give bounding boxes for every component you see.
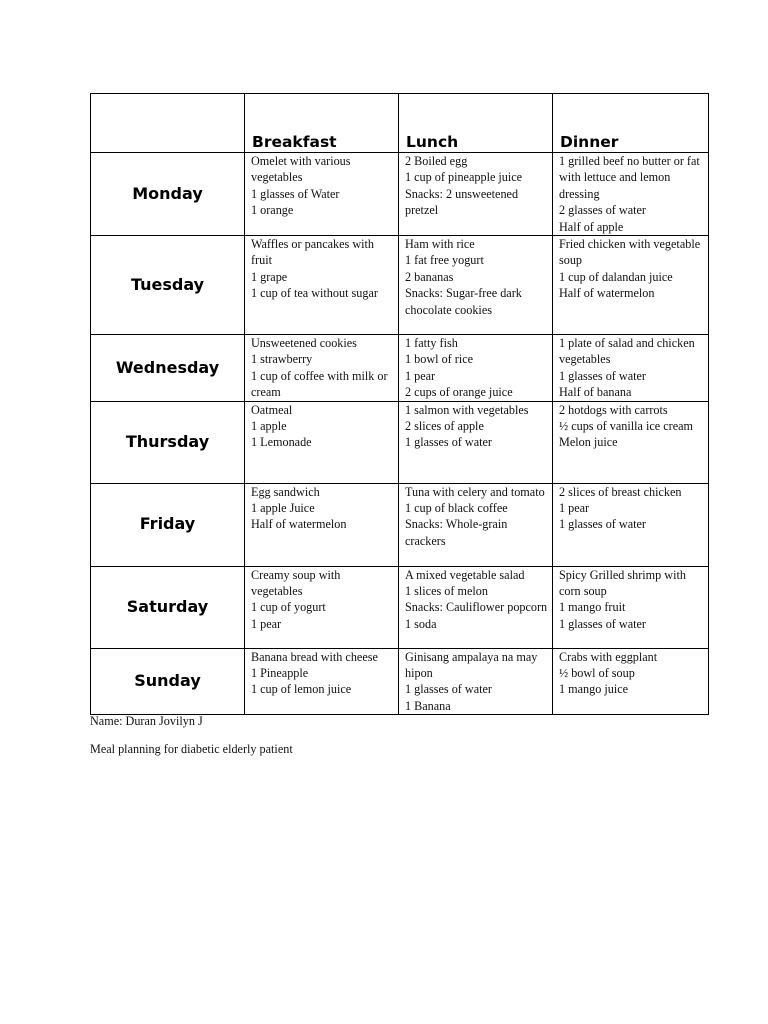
lunch-cell (399, 648, 553, 715)
breakfast-cell (245, 153, 399, 236)
cell-line: 1 grilled beef no butter or fat with lettuce and lemon dressing (559, 154, 700, 201)
table-row (91, 648, 709, 715)
cell-line: 1 Lemonade (251, 435, 312, 450)
cell-line: 2 slices of apple (405, 419, 484, 434)
meal-plan-table (90, 93, 709, 715)
cell-line: Melon juice (559, 435, 618, 450)
cell-line: Fried chicken with vegetable soup (559, 237, 701, 268)
cell-line: 1 plate of salad and chicken vegetables (559, 336, 695, 367)
cell-line: Creamy soup with vegetables (251, 567, 341, 599)
cell-line: 1 glasses of water (405, 435, 492, 450)
breakfast-cell (245, 483, 399, 566)
cell-line: 1 cup of pineapple juice (405, 170, 523, 185)
cell-line: Ginisang ampalaya na may hipon (405, 649, 538, 681)
cell-line: Egg sandwich (251, 484, 320, 499)
cell-line: Omelet with various vegetables (251, 154, 351, 185)
cell-line: Spicy Grilled shrimp with corn soup (559, 567, 686, 599)
table-row (91, 153, 709, 236)
cell-line: 1 cup of lemon juice (251, 682, 352, 697)
day-cell: Wednesday (91, 335, 245, 402)
cell-line: ½ bowl of soup (559, 666, 635, 681)
breakfast-cell (245, 236, 399, 335)
cell-line: Tuna with celery and tomato (405, 484, 545, 499)
cell-line: 1 apple (251, 419, 287, 434)
cell-line: ½ cups of vanilla ice cream (559, 419, 694, 434)
cell-line: 2 glasses of water (559, 203, 646, 218)
day-cell: Tuesday (91, 236, 245, 335)
header-corner-cell (91, 94, 245, 153)
cell-line: Half of watermelon (559, 286, 655, 301)
day-cell: Monday (91, 153, 245, 236)
cell-line: Snacks: Cauliflower popcorn (405, 600, 548, 615)
cell-line: 1 glasses of water (405, 682, 492, 697)
lunch-cell (399, 566, 553, 648)
cell-line: 1 pear (405, 368, 436, 383)
cell-line: 1 bowl of rice (405, 352, 474, 367)
cell-line: 1 orange (251, 203, 294, 218)
table-row (91, 401, 709, 483)
cell-line: A mixed vegetable salad (405, 567, 525, 582)
table-row (91, 483, 709, 566)
cell-line: Oatmeal (251, 402, 293, 417)
cell-line: 2 slices of breast chicken (559, 484, 682, 499)
cell-line: Snacks: Sugar-free dark chocolate cookies (405, 286, 522, 317)
dinner-cell (553, 566, 709, 648)
cell-line: 1 soda (405, 616, 437, 631)
cell-line: 1 slices of melon (405, 584, 488, 599)
cell-line: 1 glasses of water (559, 517, 646, 532)
cell-line: 1 cup of dalandan juice (559, 269, 673, 284)
cell-line: Half of apple (559, 219, 624, 234)
cell-line: Snacks: Whole-grain crackers (405, 517, 508, 548)
day-cell: Friday (91, 483, 245, 566)
breakfast-cell (245, 648, 399, 715)
cell-line: 1 salmon with vegetables (405, 402, 529, 417)
cell-line: 1 cup of coffee with milk or cream (251, 368, 388, 400)
student-name: Name: Duran Jovilyn J (90, 714, 203, 728)
cell-line: 1 pear (251, 616, 282, 631)
header-dinner: Dinner (553, 94, 709, 153)
table-row (91, 236, 709, 335)
cell-line: 1 mango juice (559, 682, 629, 697)
cell-line: 1 fat free yogurt (405, 253, 484, 268)
lunch-cell (399, 236, 553, 335)
cell-line: 1 glasses of water (559, 368, 646, 383)
day-cell: Sunday (91, 648, 245, 715)
cell-line: Snacks: 2 unsweetened pretzel (405, 186, 519, 218)
header-lunch: Lunch (399, 94, 553, 153)
cell-line: 1 cup of tea without sugar (251, 286, 378, 301)
cell-line: 1 Pineapple (251, 666, 309, 681)
cell-line: Half of watermelon (251, 517, 347, 532)
table-row (91, 335, 709, 402)
cell-line: 1 strawberry (251, 352, 313, 367)
dinner-cell (553, 335, 709, 402)
cell-line: Unsweetened cookies (251, 336, 357, 351)
cell-line: 1 mango fruit (559, 600, 626, 615)
cell-line: 2 Boiled egg (405, 154, 468, 168)
cell-line: 1 apple Juice (251, 501, 315, 516)
cell-line: Waffles or pancakes with fruit (251, 237, 374, 268)
dinner-cell (553, 236, 709, 335)
cell-line: Ham with rice (405, 237, 475, 252)
document-title: Meal planning for diabetic elderly patient (90, 742, 293, 756)
breakfast-cell (245, 401, 399, 483)
header-breakfast: Breakfast (245, 94, 399, 153)
day-cell: Thursday (91, 401, 245, 483)
breakfast-cell (245, 335, 399, 402)
table-row (91, 566, 709, 648)
cell-line: 1 Banana (405, 698, 451, 713)
dinner-cell (553, 153, 709, 236)
cell-line: 1 cup of yogurt (251, 600, 326, 615)
dinner-cell (553, 648, 709, 715)
header-row (91, 94, 709, 153)
lunch-cell (399, 401, 553, 483)
cell-line: Half of banana (559, 385, 632, 400)
cell-line: 2 cups of orange juice (405, 385, 513, 400)
cell-line: 1 pear (559, 501, 590, 516)
cell-line: 2 bananas (405, 269, 454, 284)
lunch-cell (399, 483, 553, 566)
cell-line: 1 glasses of water (559, 616, 646, 631)
day-cell: Saturday (91, 566, 245, 648)
cell-line: 1 cup of black coffee (405, 501, 508, 516)
dinner-cell (553, 401, 709, 483)
lunch-cell (399, 335, 553, 402)
lunch-cell (399, 153, 553, 236)
cell-line: 1 fatty fish (405, 336, 458, 351)
cell-line: Banana bread with cheese (251, 649, 378, 664)
breakfast-cell (245, 566, 399, 648)
cell-line: 1 glasses of Water (251, 186, 340, 201)
cell-line: 1 grape (251, 269, 288, 284)
dinner-cell (553, 483, 709, 566)
cell-line: Crabs with eggplant (559, 649, 658, 664)
cell-line: 2 hotdogs with carrots (559, 402, 668, 417)
